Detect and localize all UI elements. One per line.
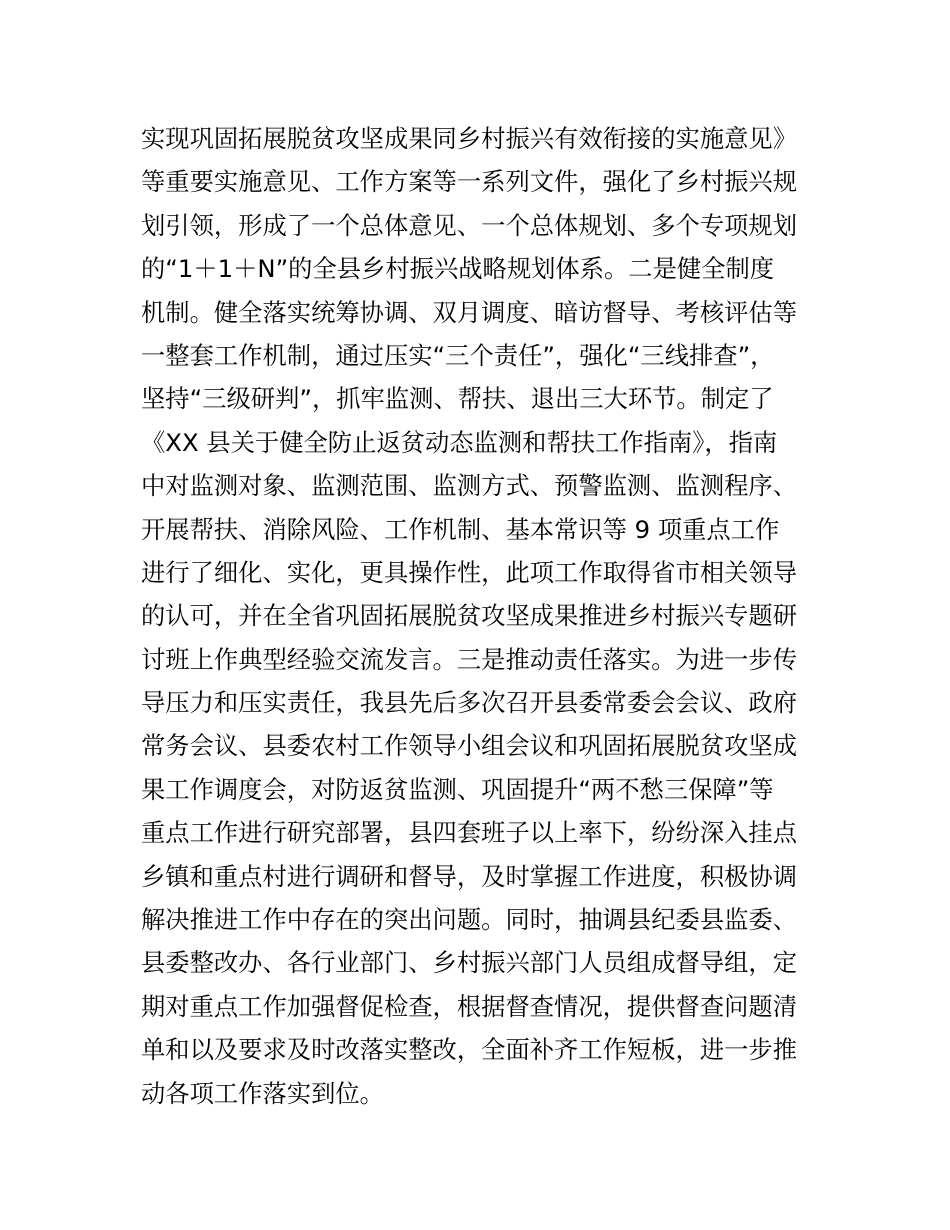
text-line: 动各项工作落实到位。 — [141, 1078, 384, 1108]
text-line: 一整套工作机制，通过压实“三个责任”，强化“三线排查”， — [141, 340, 775, 370]
text-line: 乡镇和重点村进行调研和督导，及时掌握工作进度，积极协调 — [141, 861, 798, 891]
text-line: 坚持“三级研判”，抓牢监测、帮扶、退出三大环节。制定了 — [141, 384, 774, 414]
text-line: 的“1＋1＋N”的全县乡村振兴战略规划体系。二是健全制度 — [141, 254, 775, 284]
text-line: 重点工作进行研究部署，县四套班子以上率下，纷纷深入挂点 — [141, 818, 798, 848]
text-line: 讨班上作典型经验交流发言。三是推动责任落实。为进一步传 — [141, 644, 798, 674]
text-line: 果工作调度会，对防返贫监测、巩固提升“两不愁三保障”等 — [141, 774, 774, 804]
text-line: 等重要实施意见、工作方案等一系列文件，强化了乡村振兴规 — [141, 167, 798, 197]
text-line: 机制。健全落实统筹协调、双月调度、暗访督导、考核评估等 — [141, 297, 798, 327]
body-paragraph — [141, 117, 821, 1115]
text-line: 实现巩固拓展脱贫攻坚成果同乡村振兴有效衔接的实施意见》 — [141, 124, 798, 153]
text-line: 导压力和压实责任，我县先后多次召开县委常委会会议、政府 — [141, 688, 798, 718]
text-line: 解决推进工作中存在的突出问题。同时，抽调县纪委县监委、 — [141, 905, 798, 935]
text-line: 期对重点工作加强督促检查，根据督查情况，提供督查问题清 — [141, 991, 798, 1021]
text-line: 的认可，并在全省巩固拓展脱贫攻坚成果推进乡村振兴专题研 — [141, 601, 798, 631]
text-line: 开展帮扶、消除风险、工作机制、基本常识等 9 项重点工作 — [141, 514, 780, 544]
text-line: 中对监测对象、监测范围、监测方式、预警监测、监测程序、 — [141, 471, 798, 501]
text-line: 进行了细化、实化，更具操作性，此项工作取得省市相关领导 — [141, 557, 798, 587]
text-line: 单和以及要求及时改落实整改，全面补齐工作短板，进一步推 — [141, 1035, 798, 1065]
text-line: 县委整改办、各行业部门、乡村振兴部门人员组成督导组，定 — [141, 948, 798, 978]
text-line: 划引领，形成了一个总体意见、一个总体规划、多个专项规划 — [141, 210, 798, 240]
text-line: 《XX 县关于健全防止返贫动态监测和帮扶工作指南》，指南 — [141, 427, 778, 457]
text-line: 常务会议、县委农村工作领导小组会议和巩固拓展脱贫攻坚成 — [141, 731, 798, 761]
